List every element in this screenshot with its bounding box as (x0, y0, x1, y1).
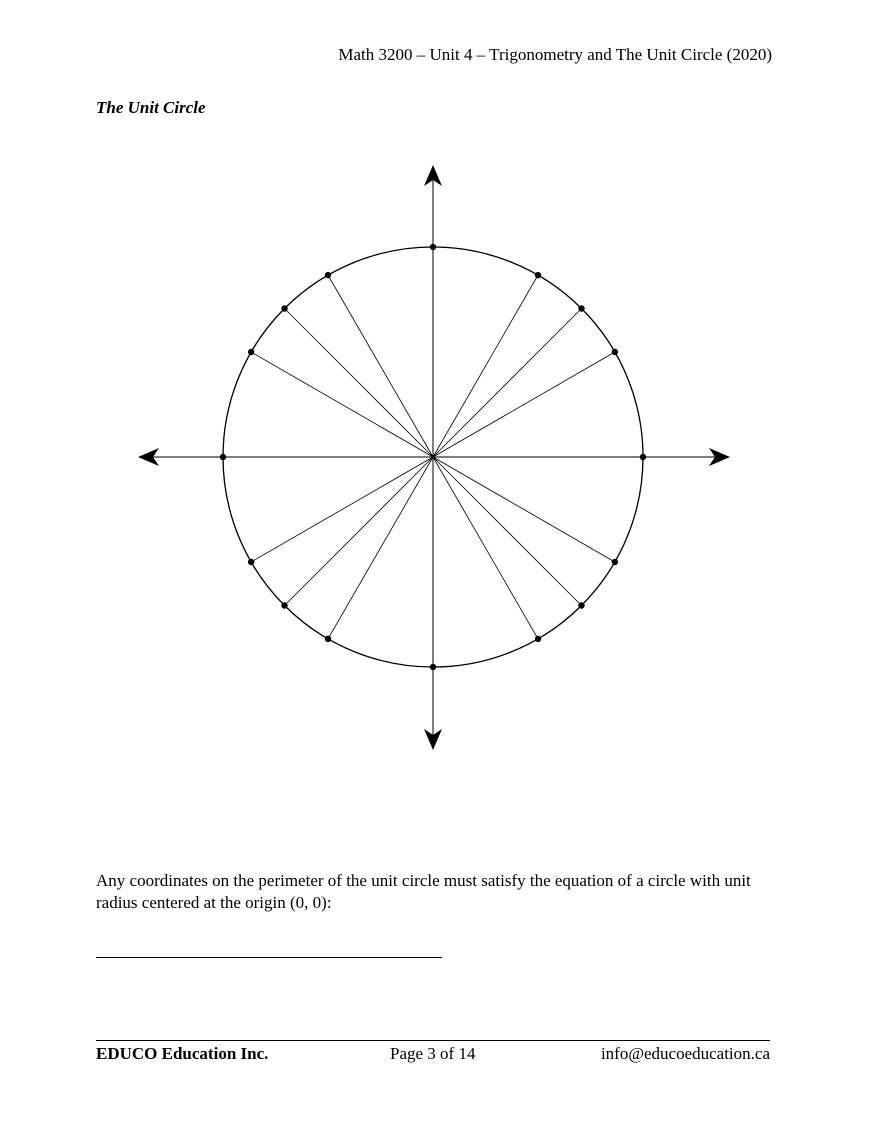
answer-blank-line (96, 957, 442, 958)
point-225deg (281, 602, 287, 608)
point-300deg (535, 636, 541, 642)
body-text: Any coordinates on the perimeter of the unit circle must satisfy the equation of a circle with unit radius centered at the origin (0, 0): (96, 871, 751, 912)
ray-330deg (433, 457, 615, 562)
ray-60deg (433, 275, 538, 457)
footer-rule (96, 1040, 770, 1041)
ray-120deg (328, 275, 433, 457)
footer-company: EDUCO Education Inc. (96, 1044, 269, 1063)
ray-225deg (285, 457, 433, 605)
point-180deg (220, 454, 226, 460)
section-title: The Unit Circle (96, 98, 206, 117)
point-30deg (612, 349, 618, 355)
ray-45deg (433, 309, 581, 457)
ray-210deg (251, 457, 433, 562)
point-270deg (430, 664, 436, 670)
footer-page-number: Page 3 of 14 (390, 1044, 476, 1063)
ray-135deg (285, 309, 433, 457)
point-315deg (578, 602, 584, 608)
point-240deg (325, 636, 331, 642)
point-150deg (248, 349, 254, 355)
ray-300deg (433, 457, 538, 639)
point-135deg (281, 305, 287, 311)
point-45deg (578, 305, 584, 311)
point-60deg (535, 272, 541, 278)
footer-email: info@educoeducation.ca (600, 1044, 770, 1063)
point-90deg (430, 244, 436, 250)
point-0deg (640, 454, 646, 460)
ray-240deg (328, 457, 433, 639)
point-330deg (612, 559, 618, 565)
ray-150deg (251, 352, 433, 457)
point-210deg (248, 559, 254, 565)
point-120deg (325, 272, 331, 278)
ray-315deg (433, 457, 581, 605)
page-header: Math 3200 – Unit 4 – Trigonometry and The Unit Circle (2020) (338, 45, 772, 64)
ray-30deg (433, 352, 615, 457)
